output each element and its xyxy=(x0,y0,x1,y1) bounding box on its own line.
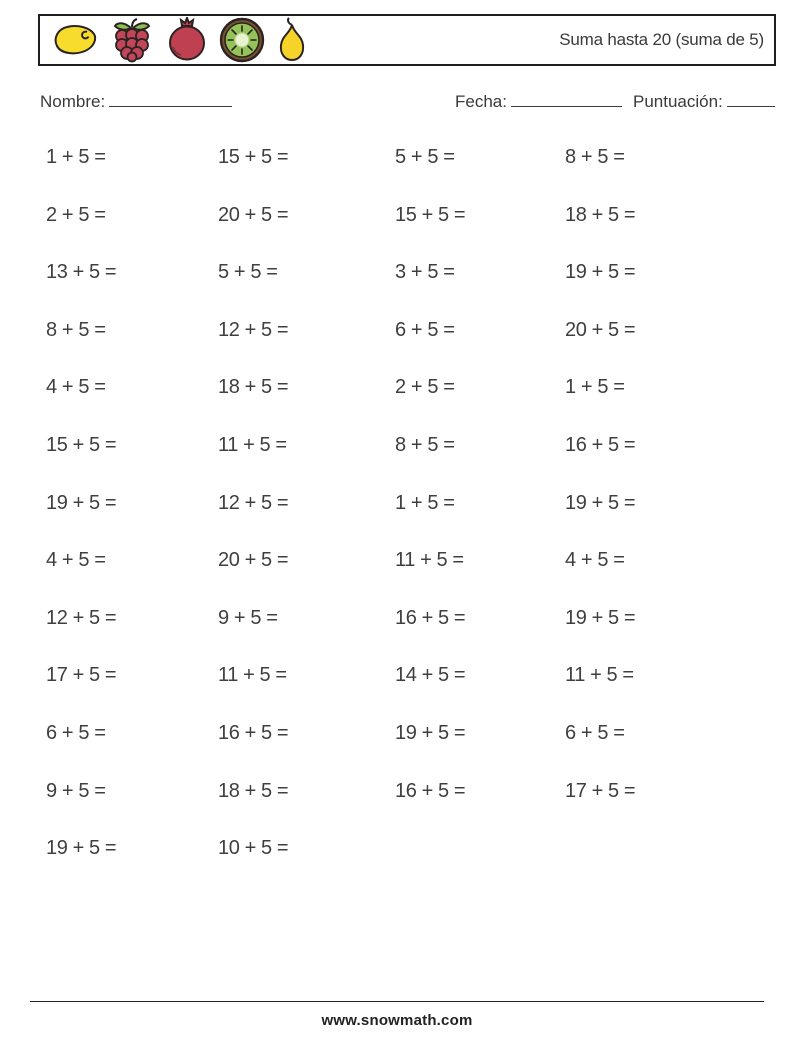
problem-22: 11 + 5 = xyxy=(218,433,287,456)
problem-9: 13 + 5 = xyxy=(46,261,117,284)
problem-18: 18 + 5 = xyxy=(218,376,289,399)
problem-41: 6 + 5 = xyxy=(46,721,106,744)
problems-grid xyxy=(46,146,770,895)
problem-14: 12 + 5 = xyxy=(218,318,289,341)
pear-icon xyxy=(274,17,310,63)
raspberry-icon xyxy=(109,17,155,63)
score-label: Puntuación: xyxy=(633,92,723,111)
problem-46: 18 + 5 = xyxy=(218,779,289,802)
footer-divider xyxy=(30,1001,764,1002)
name-blank-line xyxy=(109,93,232,107)
problem-29: 4 + 5 = xyxy=(46,549,106,572)
problem-39: 14 + 5 = xyxy=(395,664,466,687)
problem-15: 6 + 5 = xyxy=(395,318,455,341)
problem-44: 6 + 5 = xyxy=(565,721,625,744)
info-fields xyxy=(0,92,794,118)
problem-48: 17 + 5 = xyxy=(565,779,636,802)
problem-6: 20 + 5 = xyxy=(218,203,289,226)
problem-7: 15 + 5 = xyxy=(395,203,466,226)
pomegranate-icon xyxy=(164,17,210,63)
lemon-icon xyxy=(50,20,100,60)
footer-site-url: www.snowmath.com xyxy=(321,1012,473,1029)
problem-26: 12 + 5 = xyxy=(218,491,289,514)
problem-28: 19 + 5 = xyxy=(565,491,636,514)
worksheet-title: Suma hasta 20 (suma de 5) xyxy=(559,30,764,49)
problem-25: 19 + 5 = xyxy=(46,491,117,514)
name-field xyxy=(40,92,232,112)
problem-24: 16 + 5 = xyxy=(565,433,636,456)
problem-12: 19 + 5 = xyxy=(565,261,636,284)
date-label: Fecha: xyxy=(455,92,507,111)
problem-4: 8 + 5 = xyxy=(565,146,625,168)
problem-17: 4 + 5 = xyxy=(46,376,106,399)
score-blank-line xyxy=(727,93,775,107)
problem-42: 16 + 5 = xyxy=(218,721,289,744)
problem-33: 12 + 5 = xyxy=(46,606,117,629)
problem-43: 19 + 5 = xyxy=(395,721,466,744)
header-box xyxy=(38,14,776,66)
problem-10: 5 + 5 = xyxy=(218,261,278,284)
problem-16: 20 + 5 = xyxy=(565,318,636,341)
problem-40: 11 + 5 = xyxy=(565,664,634,687)
problem-35: 16 + 5 = xyxy=(395,606,466,629)
problem-27: 1 + 5 = xyxy=(395,491,455,514)
problem-23: 8 + 5 = xyxy=(395,433,455,456)
problem-50: 10 + 5 = xyxy=(218,837,289,860)
problem-37: 17 + 5 = xyxy=(46,664,117,687)
kiwi-icon xyxy=(219,17,265,63)
problem-30: 20 + 5 = xyxy=(218,549,289,572)
problem-8: 18 + 5 = xyxy=(565,203,636,226)
problem-20: 1 + 5 = xyxy=(565,376,625,399)
problem-47: 16 + 5 = xyxy=(395,779,466,802)
problem-38: 11 + 5 = xyxy=(218,664,287,687)
problem-1: 1 + 5 = xyxy=(46,146,106,168)
score-field xyxy=(633,92,775,112)
name-label: Nombre: xyxy=(40,92,106,111)
problem-21: 15 + 5 = xyxy=(46,433,117,456)
problem-49: 19 + 5 = xyxy=(46,837,117,860)
fruit-icon-row xyxy=(50,18,310,62)
problem-11: 3 + 5 = xyxy=(395,261,455,284)
problem-36: 19 + 5 = xyxy=(565,606,636,629)
problem-31: 11 + 5 = xyxy=(395,549,464,572)
problem-34: 9 + 5 = xyxy=(218,606,278,629)
problem-3: 5 + 5 = xyxy=(395,146,455,168)
date-blank-line xyxy=(511,93,622,107)
problem-13: 8 + 5 = xyxy=(46,318,106,341)
date-field xyxy=(455,92,622,112)
problem-19: 2 + 5 = xyxy=(395,376,455,399)
problem-2: 15 + 5 = xyxy=(218,146,289,168)
problem-45: 9 + 5 = xyxy=(46,779,106,802)
problem-32: 4 + 5 = xyxy=(565,549,625,572)
problem-5: 2 + 5 = xyxy=(46,203,106,226)
